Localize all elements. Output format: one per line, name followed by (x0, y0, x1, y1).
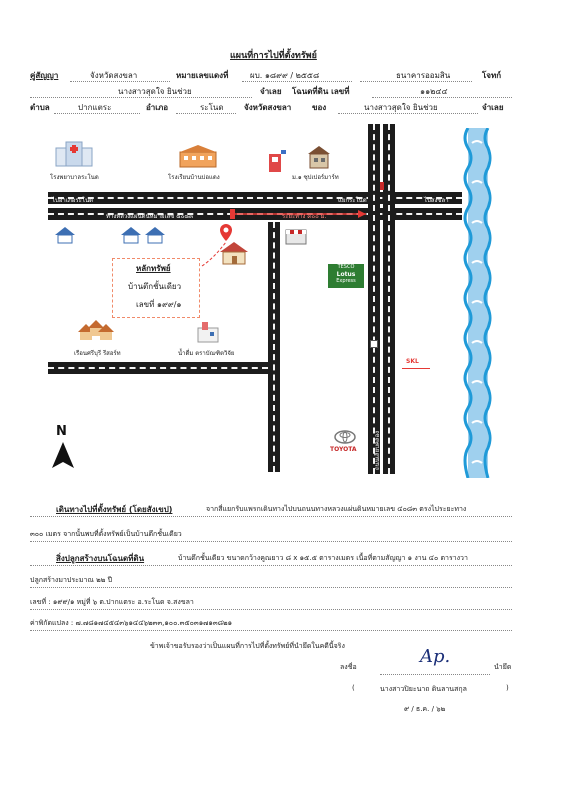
house-icon (54, 226, 76, 244)
party-value: จังหวัดสงขลา (90, 71, 138, 80)
sign-label: ลงชื่อ (340, 663, 357, 671)
building-text-1: บ้านตึกชั้นเดียว ขนาดกว้างคูณยาว ๘ x ๑๕.๕ ตารางเมตร เนื้อที่ตามสัญญา ๑ งาน ๔๐ ตารางวา (178, 554, 468, 562)
north-arrow-icon (50, 440, 76, 470)
skl-underline (402, 368, 430, 369)
gas-station-icon (266, 148, 288, 174)
location-map (46, 118, 494, 478)
deed-line (242, 81, 352, 82)
defendant-label: จำเลย (260, 87, 282, 96)
road-lower (48, 362, 268, 374)
line-3 (30, 565, 512, 566)
distance-label: ระยะทาง ๓๐๐ ม. (282, 213, 327, 220)
river-icon (462, 128, 492, 478)
building-label: สิ่งปลูกสร้างบนโฉนดที่ดิน (56, 554, 145, 563)
of-label: ของ (312, 103, 327, 112)
road-bottom-right-label: ถนนเลียบคลอง (374, 430, 381, 470)
party-line (70, 81, 170, 82)
village-label: เรือนศรีบุรี รีสอร์ท (74, 350, 121, 357)
directions-text-1: จากสี่แยกรับแพรกเดินทางไปบนถนนทางหลวงแผ่นดินหมายเลข ๔๐๘๓ ตรงไประยะทาง (206, 505, 467, 513)
tambon-line (54, 113, 140, 114)
toyota-label: TOYOTA (330, 446, 357, 453)
line-4 (30, 587, 512, 588)
deed-value: ผบ. ๑๘๙๙ / ๒๕๕๘ (250, 71, 320, 80)
road-top-left-label: ไปอำเภอระโนด (52, 197, 94, 204)
junction-label: แยกระโนด (338, 197, 367, 204)
building-text-2: ปลูกสร้างมาประมาณ ๒๒ ปี (30, 576, 113, 584)
market-icon (306, 144, 332, 170)
north-label: N (56, 424, 67, 439)
hospital-label: โรงพยาบาลระโนด (50, 174, 99, 181)
signature: Ap. (420, 646, 451, 667)
sign-line (380, 674, 490, 675)
land-no-line (372, 97, 512, 98)
address-text: เลขที่ : ๑๙๙/๑ หมู่ที่ ๖ ต.ปากแตระ อ.ระโนด จ.สงขลา (30, 598, 194, 606)
amphoe-value: ระโนด (200, 103, 224, 112)
tesco-lotus-logo (328, 264, 364, 288)
sign-date: ๙ / ธ.ค. / ๖๒ (404, 705, 446, 713)
pointer-line (200, 238, 230, 268)
land-no-label: โฉนดที่ดิน เลขที่ (292, 87, 350, 96)
lotus-text: Lotus (336, 271, 356, 278)
traffic-light-icon (380, 182, 384, 190)
line-6 (30, 630, 512, 631)
plaintiff-label: โจทก์ (482, 71, 502, 80)
road-main-right (383, 124, 395, 474)
sign-role: นำยึด (494, 663, 512, 671)
vertical-road-label: ถนนสายหลัก (360, 124, 367, 158)
market-label: ม.๑ ซุปเปอร์มาร์ท (292, 174, 339, 181)
water-factory-icon (194, 318, 222, 344)
province-value: จังหวัดสงขลา (244, 103, 292, 112)
owner-value: นางสาวสุดใจ ยินช่วย (118, 87, 192, 96)
house-icon (144, 226, 166, 244)
water-factory-label: น้ำดื่ม ตราบัณฑิตวิจัย (178, 350, 235, 357)
school-icon (178, 144, 218, 168)
line-1 (30, 516, 512, 517)
subject-number: เลขที่ ๑๙๙/๑ (136, 300, 182, 309)
road-top (48, 192, 462, 204)
shop-icon (284, 224, 308, 246)
owner-line (30, 97, 252, 98)
village-icon (76, 318, 116, 344)
owner2-value: นางสาวสุดใจ ยินช่วย (364, 103, 438, 112)
defendant2-label: จำเลย (482, 103, 504, 112)
skl-logo: SKL (406, 358, 419, 365)
bank-line (360, 81, 472, 82)
toyota-icon (334, 430, 356, 444)
road-main-left (368, 124, 380, 474)
deed-label: หมายเลขแดงที่ (176, 71, 229, 80)
line-5 (30, 609, 512, 610)
tambon-value: ปากแตระ (78, 103, 112, 112)
subject-type: บ้านตึกชั้นเดียว (128, 282, 182, 291)
certify-text: ข้าพเจ้าขอรับรองว่าเป็นแผนที่การไปที่ตั้งทรัพย์ที่นำยึดในคดีนี้จริง (150, 642, 345, 650)
road-middle (268, 222, 280, 472)
sign-open-paren: ( (352, 684, 355, 692)
house-icon (120, 226, 142, 244)
hospital-icon (52, 140, 96, 168)
directions-text-2: ๓๐๐ เมตร จากนั้นพบที่ตั้งทรัพย์เป็นบ้านตึกชั้นเดียว (30, 530, 182, 538)
party-label: คู่สัญญา (30, 71, 59, 80)
line-2 (30, 541, 512, 542)
owner2-line (338, 113, 478, 114)
amphoe-line (176, 113, 236, 114)
subject-title: หลักทรัพย์ (136, 264, 171, 273)
tambon-label: ตำบล (30, 103, 50, 112)
bank-value: ธนาคารออมสิน (396, 71, 451, 80)
amphoe-label: อำเภอ (146, 103, 169, 112)
school-label: โรงเรียนบ้านบ่อแดง (168, 174, 220, 181)
bank-sign-icon (370, 340, 378, 348)
tesco-text: TESCO (337, 264, 355, 270)
land-no-value: ๑๑๒๔๔ (420, 87, 448, 96)
sign-close-paren: ) (506, 684, 509, 692)
directions-label: เดินทางไปที่ตั้งทรัพย์ (โดยสังเขป) (56, 505, 173, 514)
sign-name: นางสาวปิยะนาถ ดินลานสกุล (380, 685, 467, 693)
coords-text: ค่าพิกัดแปลง : ๗.๗๘๑๗๔๕๔๓๖๑๔๔๖๒๓๓,๑๐๐.๓๕๐๓๑๗๑๓๘๒๑ (30, 619, 233, 627)
road-top-right-label: ไปสงขลา (424, 197, 449, 204)
express-text: Express (336, 278, 356, 284)
road-4083-label: ทางหลวงแผ่นดินหมายเลข ๔๐๘๓ (106, 213, 194, 220)
page-title: แผนที่การไปที่ตั้งทรัพย์ (230, 51, 317, 61)
